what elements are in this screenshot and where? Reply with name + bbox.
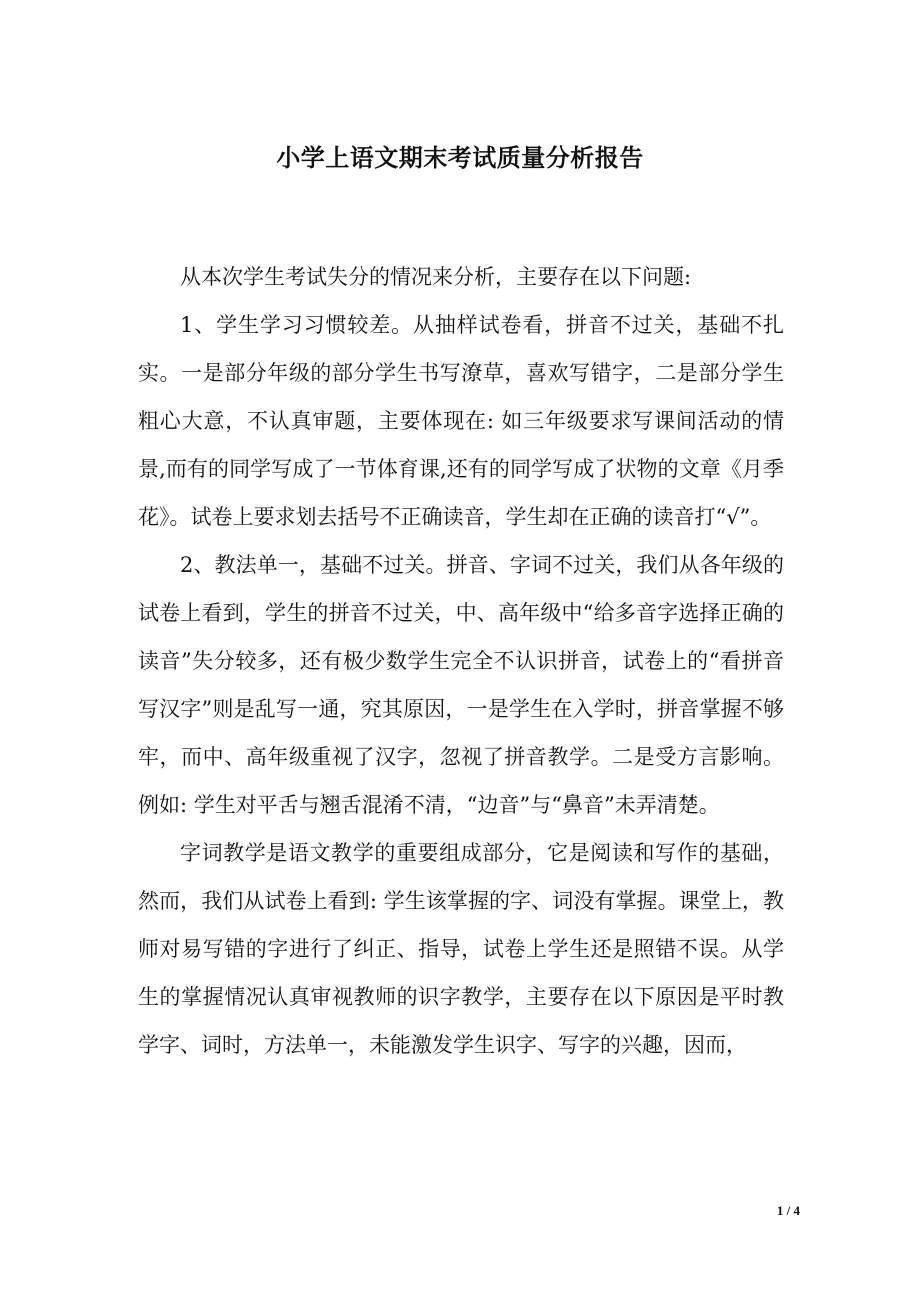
page-number: 1 / 4 [776,1203,800,1218]
paragraph-word-teaching: 字词教学是语文教学的重要组成部分，它是阅读和写作的基础，然而，我们从试卷上看到: 学生该掌握的字、词没有掌握。课堂上，教师对易写错的字进行了纠正、指导，试卷上学生还是照错不误。从学生的掌握情况认真审视教师的识字教学，主要存在以下原因是平时教学字、词时，方法单一，未能激发学生识字、写字的兴趣，因而， [138,841,784,1057]
paragraph-teaching-method: 2、教法单一，基础不过关。拼音、字词不过关，我们从各年级的试卷上看到，学生的拼音不过关，中、高年级中“给多音字选择正确的读音”失分较多，还有极少数学生完全不认识拼音，试卷上的“看拼音写汉字”则是乱写一通，究其原因，一是学生在入学时，拼音掌握不够牢，而中、高年级重视了汉字，忽视了拼音教学。二是受方言影响。例如: 学生对平舌与翘舌混淆不清，“边音”与“鼻音”未弄清楚。 [138,553,784,817]
paragraph-study-habits: 1、学生学习习惯较差。从抽样试卷看，拼音不过关，基础不扎实。一是部分年级的部分学生书写潦草，喜欢写错字，二是部分学生粗心大意，不认真审题，主要体现在: 如三年级要求写课间活动的情景,而有的同学写成了一节体育课,还有的同学写成了状物的文章《月季花》。试卷上要求划去括号不正确读音，学生却在正确的读音打“√”。 [138,313,784,529]
page-title: 小学上语文期末考试质量分析报告 [276,143,644,172]
document-body [138,253,784,1069]
paragraph-intro: 从本次学生考试失分的情况来分析，主要存在以下问题: [180,265,692,289]
